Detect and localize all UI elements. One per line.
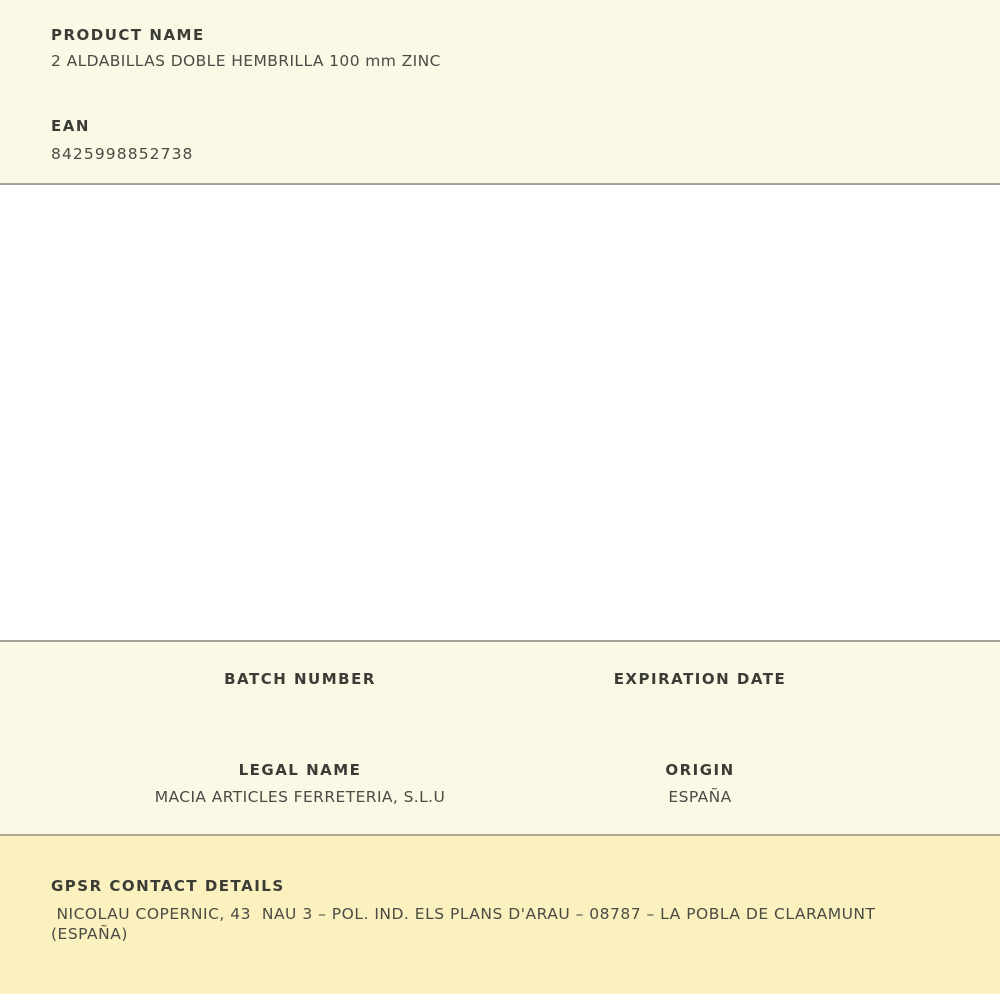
expiration-date-label: EXPIRATION DATE <box>613 670 787 688</box>
expiration-date-field <box>500 670 900 713</box>
gpsr-contact-section <box>0 836 1000 994</box>
gpsr-contact-label: GPSR CONTACT DETAILS <box>51 877 285 895</box>
details-row-legal-origin <box>100 761 900 807</box>
batch-number-label: BATCH NUMBER <box>224 670 376 688</box>
origin-label: ORIGIN <box>665 761 735 779</box>
legal-name-field <box>100 761 500 807</box>
ean-value: 8425998852738 <box>51 145 194 163</box>
gpsr-contact-address: NICOLAU COPERNIC, 43 NAU 3 – POL. IND. ELS PLANS D'ARAU – 08787 – LA POBLA DE CLARAMUNT (ESPAÑA) <box>51 905 881 943</box>
ean-label: EAN <box>51 117 90 135</box>
legal-name-label: LEGAL NAME <box>238 761 362 779</box>
product-name-label: PRODUCT NAME <box>51 26 205 44</box>
expiration-date-value <box>500 689 900 713</box>
details-section <box>0 642 1000 836</box>
product-header-section <box>0 0 1000 185</box>
origin-value: ESPAÑA <box>668 788 732 806</box>
details-row-batch-expiration <box>100 670 900 713</box>
origin-field <box>500 761 900 807</box>
legal-name-value: MACIA ARTICLES FERRETERIA, S.L.U <box>154 788 446 806</box>
batch-number-field <box>100 670 500 713</box>
product-name-value: 2 ALDABILLAS DOBLE HEMBRILLA 100 mm ZINC <box>51 52 441 70</box>
product-image-area <box>0 185 1000 642</box>
batch-number-value <box>100 689 500 713</box>
